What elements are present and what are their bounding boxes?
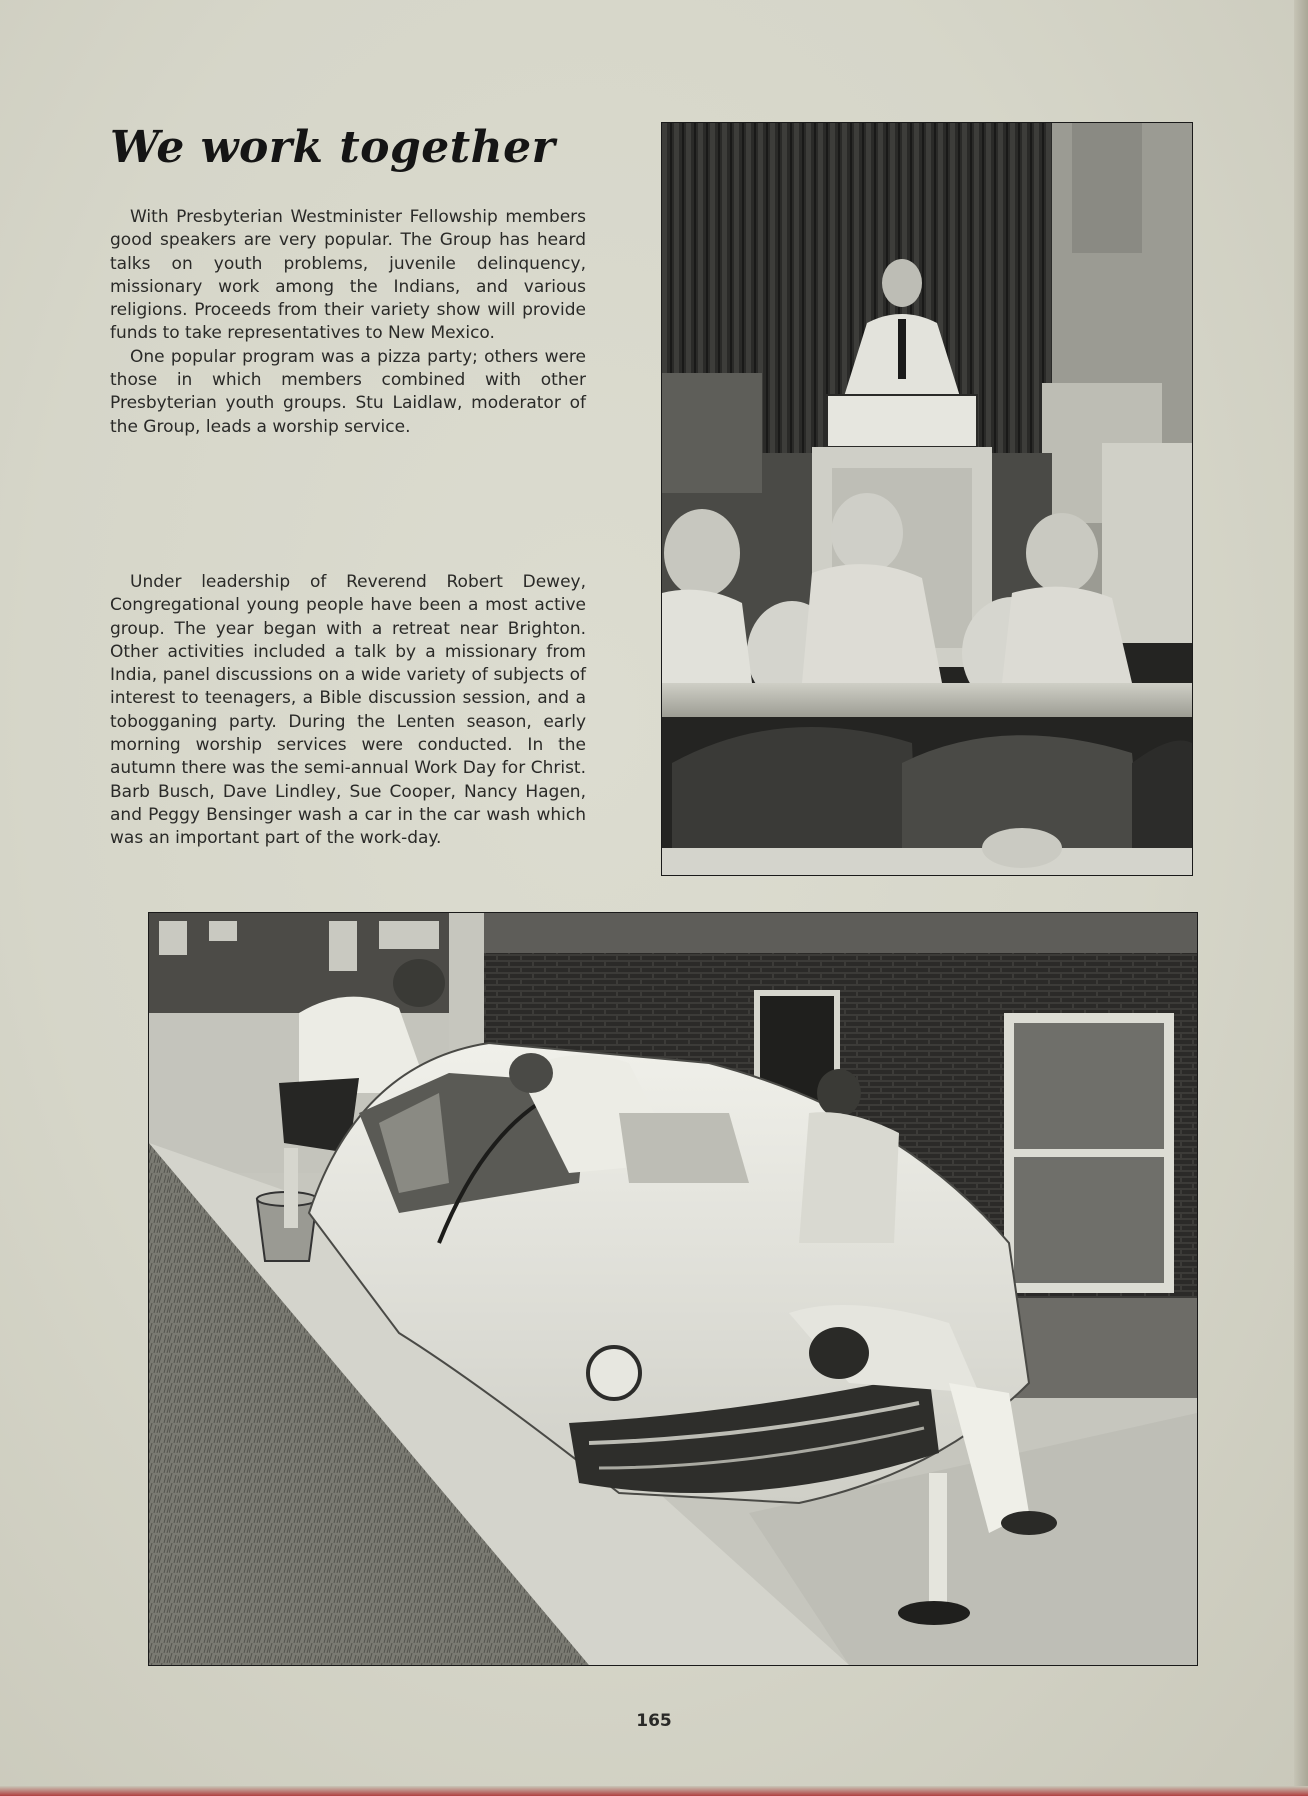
car-wash-photo bbox=[148, 912, 1198, 1666]
westminster-fellowship-text bbox=[110, 206, 586, 439]
congregational-group-text bbox=[110, 571, 586, 851]
page-number: 165 bbox=[636, 1711, 672, 1731]
westminster-paragraph-2: One popular program was a pizza party; others were those in which members combined with other Presbyterian youth groups. Stu Laidlaw, moderator of the Group, leads a worship service. bbox=[110, 346, 586, 437]
westminster-paragraph-1: With Presbyterian Westminister Fellowship members good speakers are very popular. The Group has heard talks on youth problems, juvenile delinquency, missionary work among the Indians, and various religions. Proceeds from their variety show will provide funds to take representatives to New Mexico. bbox=[110, 207, 586, 344]
congregational-paragraph-1: Under leadership of Reverend Robert Dewey, Congregational young people have been a most active group. The year began with a retreat near Brighton. Other activities included a talk by a missionary from India, panel discussions on a wide variety of subjects of interest to teenagers, a Bible discussion session, and a tobogganing party. During the Lenten season, early morning worship services were conducted. In the autumn there was the semi-annual Work Day for Christ. Barb Busch, Dave Lindley, Sue Cooper, Nancy Hagen, and Peggy Bensinger wash a car in the car wash which was an important part of the work-day. bbox=[110, 572, 586, 849]
page-title: We work together bbox=[110, 122, 556, 173]
page-bottom-edge bbox=[0, 1786, 1308, 1796]
worship-service-photo bbox=[661, 122, 1193, 876]
page-edge bbox=[1294, 0, 1308, 1796]
